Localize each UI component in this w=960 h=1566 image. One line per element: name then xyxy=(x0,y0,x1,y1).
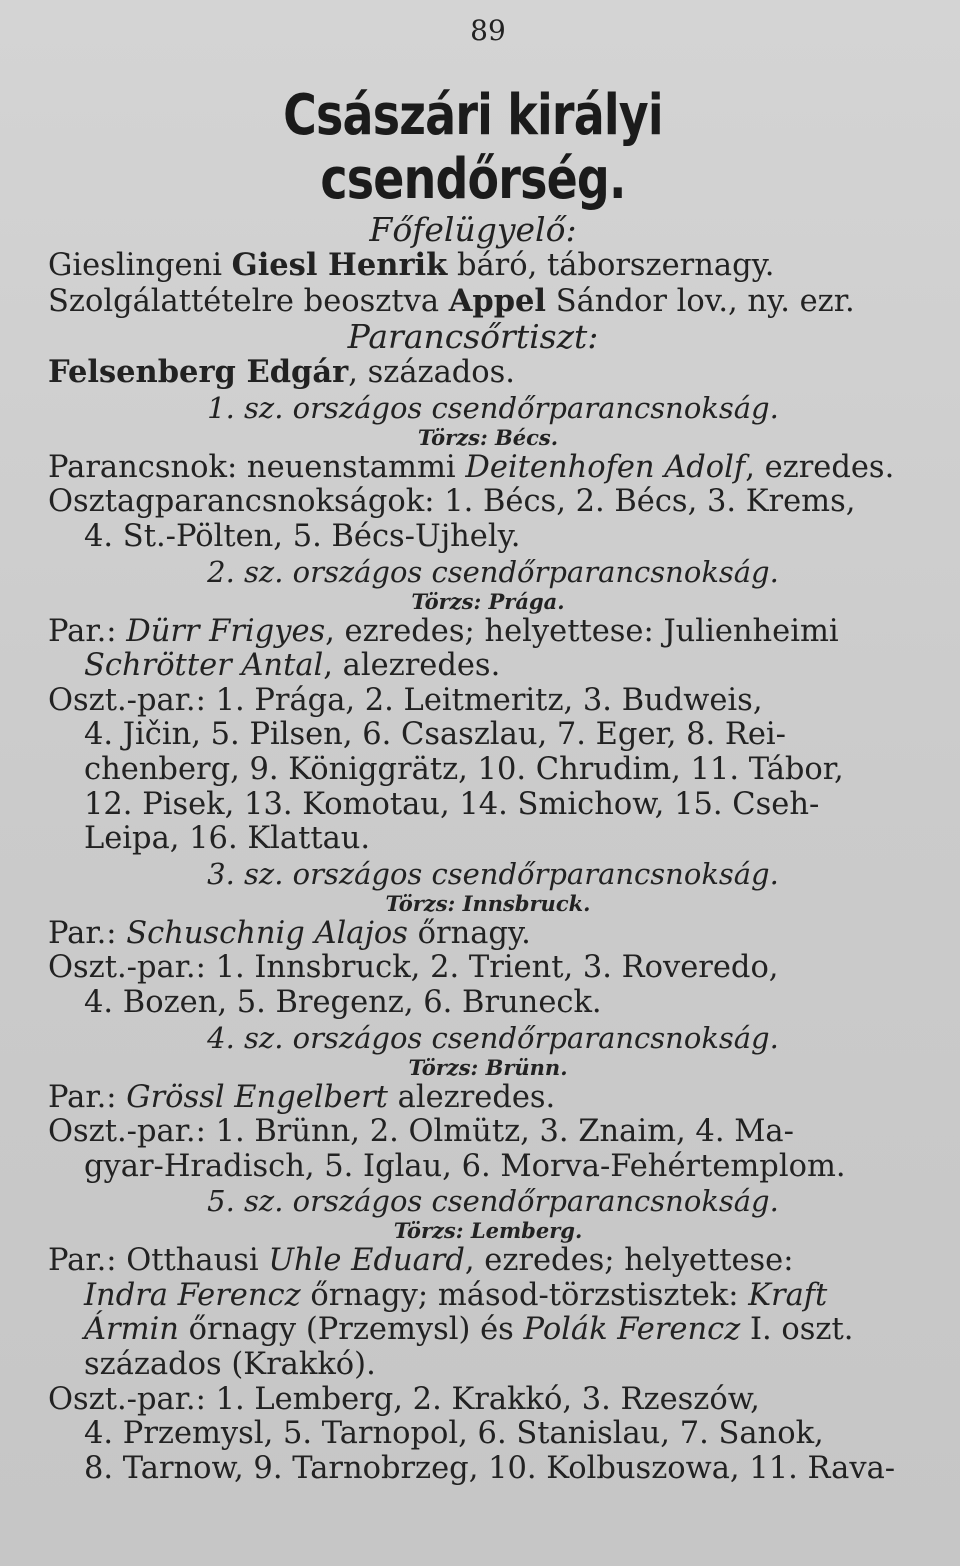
person-name: Deitenhofen Adolf xyxy=(465,449,746,485)
person-name: Uhle Eduard xyxy=(268,1243,465,1279)
section-1-heading: 1. sz. országos csendőrparancsnokság. xyxy=(207,390,779,425)
text-segment: őrnagy; másod-törzstisztek: xyxy=(300,1277,749,1313)
person-name: Schrötter Antal xyxy=(84,648,324,684)
person-name: Dürr Frigyes xyxy=(126,613,326,649)
section-5-oszt-line: 4. Przemysl, 5. Tarnopol, 6. Stanislau, 7. Sanok, xyxy=(84,1416,824,1452)
person-name: Grössl Engelbert xyxy=(126,1079,388,1115)
section-2-oszt-line: Leipa, 16. Klattau. xyxy=(84,821,371,857)
text-segment: , százados. xyxy=(348,355,516,391)
person-name: Giesl Henrik xyxy=(231,247,448,283)
section-4-heading: 4. sz. országos csendőrparancsnokság. xyxy=(207,1020,779,1055)
person-name: Appel xyxy=(448,282,547,319)
text-segment: , ezredes; helyettese: Julienheimi xyxy=(325,613,839,649)
text-segment: Parancsnok: neuenstammi xyxy=(48,449,466,485)
text-segment: , alezredes. xyxy=(323,648,501,684)
section-2-par-2 xyxy=(48,649,898,684)
text-segment: , ezredes; helyettese: xyxy=(464,1243,794,1279)
person-name: Indra Ferencz xyxy=(84,1277,301,1313)
text-segment: , ezredes. xyxy=(745,449,895,485)
section-3-par xyxy=(48,917,898,952)
section-5-heading: 5. sz. országos csendőrparancsnokság. xyxy=(207,1184,779,1219)
section-2-torzs: Törzs: Prága. xyxy=(411,588,565,614)
section-3-torzs: Törzs: Innsbruck. xyxy=(385,890,591,916)
text-segment: Par.: xyxy=(48,915,127,951)
section-4-torzs: Törzs: Brünn. xyxy=(408,1054,568,1080)
section-1-oszt-2: 4. St.-Pölten, 5. Bécs-Ujhely. xyxy=(84,518,521,554)
section-5-par-2 xyxy=(48,1279,898,1314)
text-segment: őrnagy. xyxy=(407,915,531,951)
section-5-par-3 xyxy=(48,1313,898,1348)
person-name: Schuschnig Alajos xyxy=(126,915,408,951)
section-5-par-4: százados (Krakkó). xyxy=(84,1347,376,1383)
section-1-par xyxy=(48,451,898,486)
section-5-oszt-line: 8. Tarnow, 9. Tarnobrzeg, 10. Kolbuszowa, 11. Rava- xyxy=(84,1450,896,1486)
text-segment: alezredes. xyxy=(387,1079,556,1115)
person-name: Polák Ferencz xyxy=(523,1312,741,1348)
person-name: Ármin xyxy=(84,1312,179,1348)
page-title: Császári királyi csendőrség. xyxy=(283,83,663,212)
text-segment: báró, táborszernagy. xyxy=(447,248,775,283)
fofelugyelo-heading: Főfelügyelő: xyxy=(369,210,577,249)
section-3-heading: 3. sz. országos csendőrparancsnokság. xyxy=(207,856,779,891)
person-name: Felsenberg Edgár xyxy=(48,354,349,391)
section-3-oszt-line: Oszt.-par.: 1. Innsbruck, 2. Trient, 3. Roveredo, xyxy=(48,950,779,986)
section-5-torzs: Törzs: Lemberg. xyxy=(393,1218,583,1244)
text-segment: I. oszt. xyxy=(740,1312,854,1348)
section-2-oszt-line: Oszt.-par.: 1. Prága, 2. Leitmeritz, 3. Budweis, xyxy=(48,682,763,718)
text-segment: Gieslingeni xyxy=(48,248,232,283)
section-2-oszt-line: chenberg, 9. Königgrätz, 10. Chrudim, 11. Tábor, xyxy=(84,751,844,787)
section-3-oszt-line: 4. Bozen, 5. Bregenz, 6. Bruneck. xyxy=(84,984,602,1020)
parancsortiszt-heading: Parancsőrtiszt: xyxy=(347,317,599,357)
parancsortiszt-line-1 xyxy=(48,355,898,391)
section-5-par-1 xyxy=(48,1244,898,1279)
section-2-oszt-line: 4. Jičin, 5. Pilsen, 6. Csaszlau, 7. Eger, 8. Rei- xyxy=(84,717,786,753)
section-4-oszt-line: gyar-Hradisch, 5. Iglau, 6. Morva-Fehértemplom. xyxy=(84,1148,846,1184)
page-number: 89 xyxy=(470,14,506,47)
section-2-par-1 xyxy=(48,615,898,650)
text-segment: őrnagy (Przemysl) és xyxy=(178,1312,524,1348)
text-segment: Par.: Otthausi xyxy=(48,1243,269,1279)
text-segment: Szolgálattételre beosztva xyxy=(48,283,449,319)
text-segment: Sándor lov., ny. ezr. xyxy=(546,283,855,319)
section-4-par xyxy=(48,1081,898,1116)
section-2-oszt-line: 12. Pisek, 13. Komotau, 14. Smichow, 15. Cseh- xyxy=(84,786,820,822)
section-1-oszt-1: Osztagparancsnokságok: 1. Bécs, 2. Bécs, 3. Krems, xyxy=(48,484,856,520)
text-segment: Par.: xyxy=(48,1079,127,1115)
section-4-oszt-line: Oszt.-par.: 1. Brünn, 2. Olmütz, 3. Znaim, 4. Ma- xyxy=(48,1114,794,1150)
section-2-heading: 2. sz. országos csendőrparancsnokság. xyxy=(207,554,779,589)
fofelugyelo-line-1 xyxy=(48,248,898,284)
text-segment: Par.: xyxy=(48,613,127,649)
person-name: Kraft xyxy=(748,1277,828,1313)
section-1-torzs: Törzs: Bécs. xyxy=(417,424,559,450)
fofelugyelo-line-2 xyxy=(48,284,898,320)
section-5-oszt-line: Oszt.-par.: 1. Lemberg, 2. Krakkó, 3. Rzeszów, xyxy=(48,1381,760,1417)
